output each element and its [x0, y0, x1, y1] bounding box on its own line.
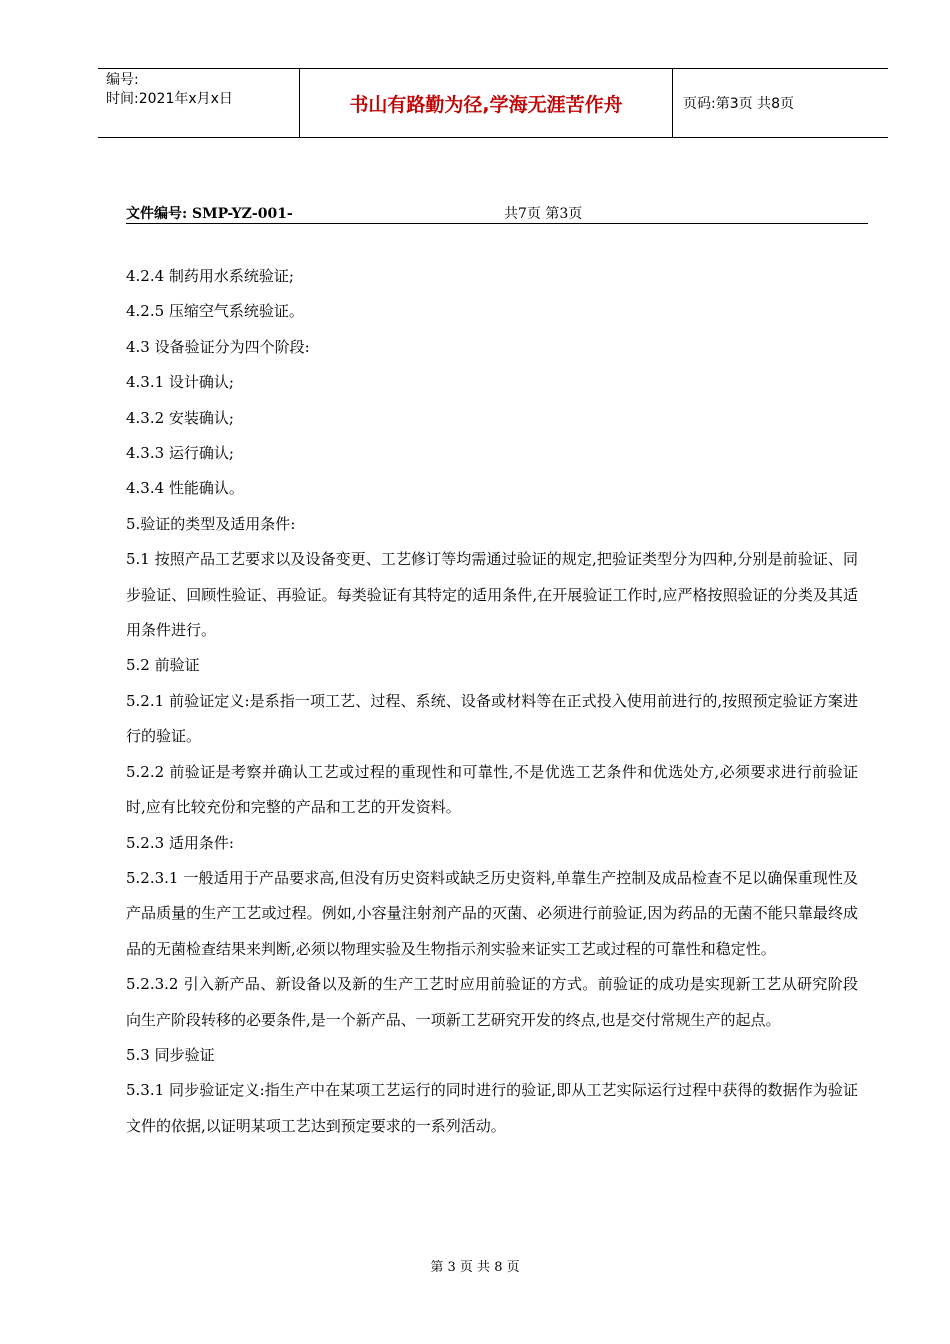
paragraph: 4.2.5 压缩空气系统验证。 [126, 302, 304, 321]
paragraph: 5.验证的类型及适用条件: [126, 514, 296, 533]
top-header-table [98, 68, 888, 138]
paragraph: 5.2.2 前验证是考察并确认工艺或过程的重现性和可靠性,不是优选工艺条件和优选处方,必须要求进行前验证时,应有比较充份和完整的产品和工艺的开发资料。 [126, 762, 858, 817]
paragraph: 5.2.3.2 引入新产品、新设备以及新的生产工艺时应用前验证的方式。前验证的成功是实现新工艺从研究阶段向生产阶段转移的必要条件,是一个新产品、一项新工艺研究开发的终点,也是交付常规生产的起点。 [126, 975, 858, 1029]
paragraph: 5.3.1 同步验证定义:指生产中在某项工艺运行的同时进行的验证,即从工艺实际运行过程中获得的数据作为验证文件的依据,以证明某项工艺达到预定要求的一系列活动。 [126, 1081, 858, 1135]
paragraph: 4.3.3 运行确认; [126, 444, 234, 463]
file-code: 文件编号: SMP-YZ-001- [126, 206, 293, 222]
paragraph: 5.1 按照产品工艺要求以及设备变更、工艺修订等均需通过验证的规定,把验证类型分为四种,分别是前验证、同步验证、回顾性验证、再验证。每类验证有其特定的适用条件,在开展验证工作时,应严格按照验证的分类及其适用条件进行。 [126, 550, 858, 640]
paragraph: 4.3.2 安装确认; [126, 408, 234, 427]
header-page-info: 页码:第3页 共8页 [683, 96, 794, 112]
paragraph: 4.3 设备验证分为四个阶段: [126, 337, 310, 356]
doc-page-count: 共7页 第3页 [504, 206, 583, 222]
document-body [126, 259, 858, 1144]
paragraph: 5.2.1 前验证定义:是系指一项工艺、过程、系统、设备或材料等在正式投入使用前进行的,按照预定验证方案进行的验证。 [126, 691, 858, 746]
document-header [126, 202, 868, 224]
paragraph: 4.3.4 性能确认。 [126, 479, 244, 498]
header-number-label: 编号: [106, 72, 139, 88]
paragraph: 5.2.3 适用条件: [126, 833, 234, 852]
page-footer: 第 3 页 共 8 页 [430, 1260, 520, 1275]
header-meta [98, 69, 299, 137]
paragraph: 5.2.3.1 一般适用于产品要求高,但没有历史资料或缺乏历史资料,单靠生产控制及成品检查不足以确保重现性及产品质量的生产工艺或过程。例如,小容量注射剂产品的灭菌、必须进行前验证,因为药品的无菌不能只靠最终成品的无菌检查结果来判断,必须以物理实验及生物指示剂实验来证实工艺或过程的可靠性和稳定性。 [126, 868, 858, 958]
header-date: 时间:2021年x月x日 [106, 91, 233, 107]
header-motto: 书山有路勤为径,学海无涯苦作舟 [299, 69, 673, 137]
paragraph: 5.2 前验证 [126, 656, 200, 675]
paragraph: 4.3.1 设计确认; [126, 373, 234, 392]
paragraph: 5.3 同步验证 [126, 1045, 215, 1064]
paragraph: 4.2.4 制药用水系统验证; [126, 267, 294, 285]
